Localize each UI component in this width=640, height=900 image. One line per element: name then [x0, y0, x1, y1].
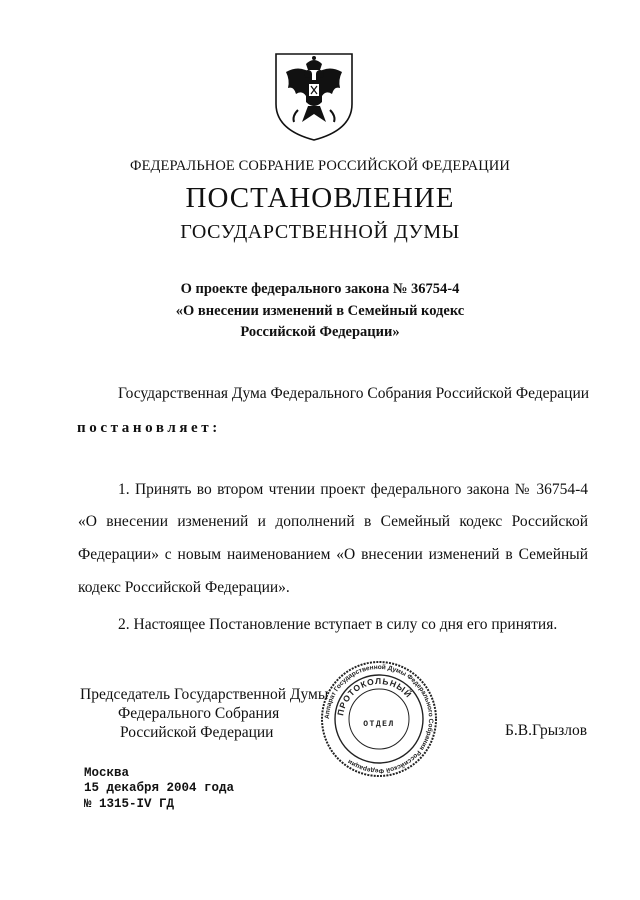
subject-line-3: Российской Федерации» [240, 324, 400, 340]
coat-of-arms-icon [272, 50, 356, 142]
document-type-title: ПОСТАНОВЛЕНИЕ [185, 182, 455, 214]
signing-date: 15 декабря 2004 года [84, 781, 235, 795]
stamp-center-text: ОТДЕЛ [363, 720, 395, 729]
signatory-name: Б.В.Грызлов [505, 722, 588, 739]
item-1-line-3: Федерации» с новым наименованием «О внесении изменений в Семейный [78, 546, 588, 563]
stamp-outer-text: Аппарат Государственной Думы Федерального Собрания Российской Федерации [323, 663, 435, 775]
item-2-text: 2. Настоящее Постановление вступает в силу со дня его принятия. [118, 616, 558, 633]
item-1-line-2: «О внесении изменений и дополнений в Семейный кодекс Российской [78, 513, 588, 530]
assembly-header: ФЕДЕРАЛЬНОЕ СОБРАНИЕ РОССИЙСКОЙ ФЕДЕРАЦИИ [130, 158, 510, 174]
resolution-number: № 1315-IV ГД [84, 797, 175, 811]
item-1-line-4: кодекс Российской Федерации». [78, 579, 290, 596]
signatory-title-line-2: Федерального Собрания [118, 705, 280, 722]
subject-line-2: «О внесении изменений в Семейный кодекс [175, 303, 465, 319]
preamble-text: Государственная Дума Федерального Собрания Российской Федерации [118, 385, 590, 402]
signatory-title-line-3: Российской Федерации [120, 724, 274, 741]
decides-keyword: постановляет: [77, 420, 221, 436]
official-stamp [320, 660, 438, 778]
issuer-subtitle: ГОСУДАРСТВЕННОЙ ДУМЫ [180, 221, 460, 243]
signatory-title-line-1: Председатель Государственной Думы [80, 686, 329, 703]
stamp-arc-text: ПРОТОКОЛЬНЫЙ [335, 675, 415, 717]
subject-line-1: О проекте федерального закона № 36754-4 [180, 281, 460, 297]
signing-place: Москва [84, 766, 130, 780]
item-1-line-1: 1. Принять во втором чтении проект федерального закона № 36754-4 [118, 481, 588, 498]
